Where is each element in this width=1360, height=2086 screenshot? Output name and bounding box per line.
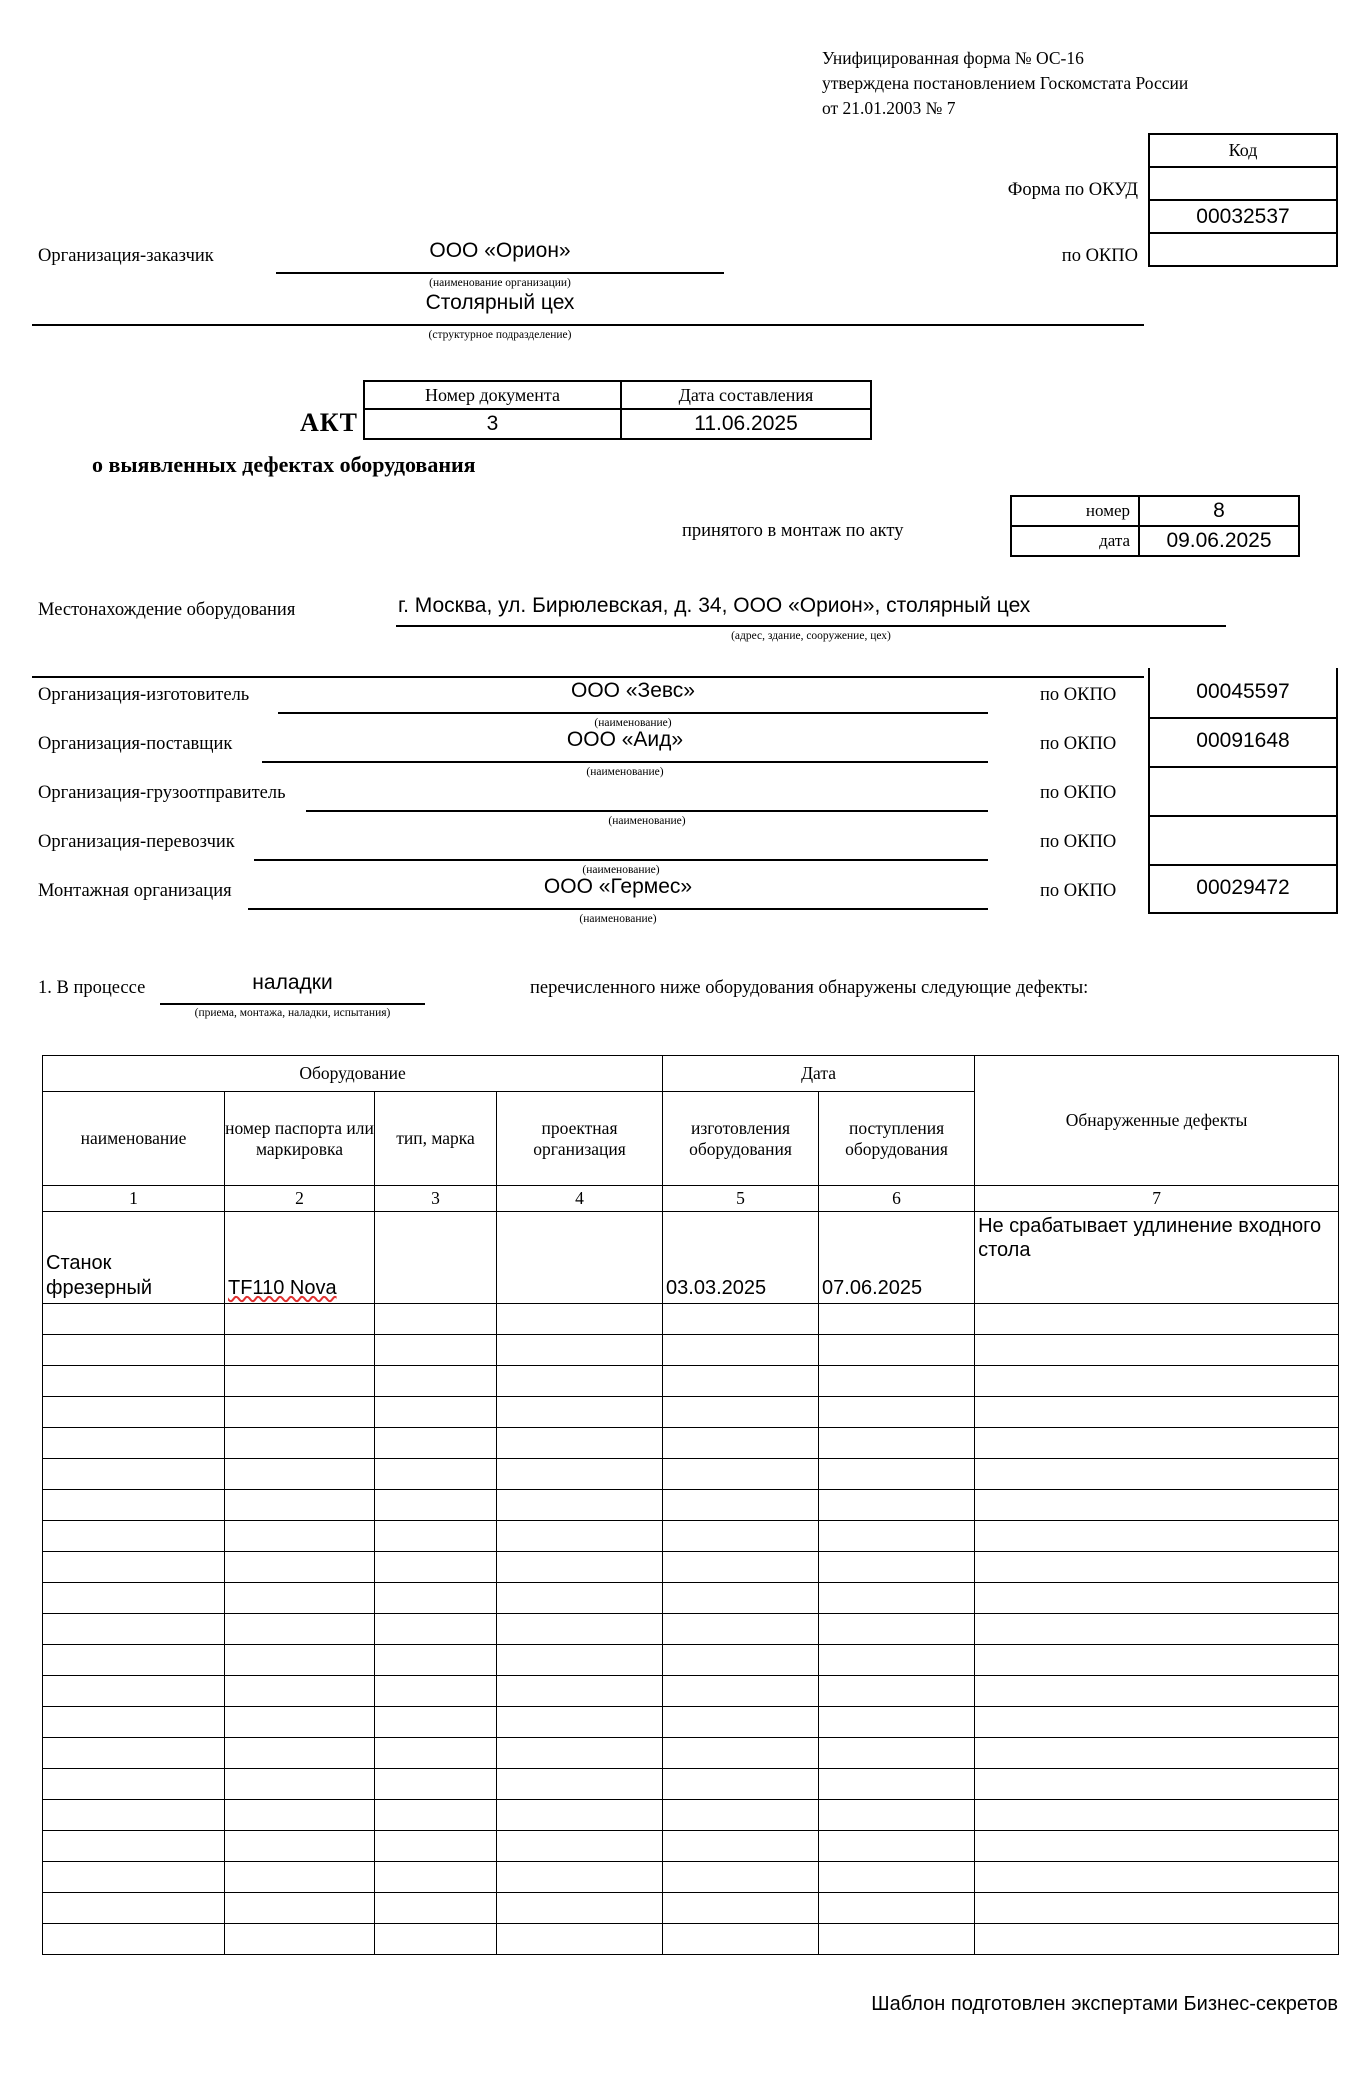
cell-empty[interactable] [819,1459,975,1490]
equipment-location-rule [396,625,1226,627]
accepted-date-label: дата [1011,526,1139,556]
party-caption-1: (наименование) [586,766,664,778]
cell-empty[interactable] [975,1769,1339,1800]
cell-empty[interactable] [375,1521,497,1552]
cell-empty[interactable] [663,1583,819,1614]
table-row-empty[interactable] [43,1800,1339,1831]
cell-empty[interactable] [497,1521,663,1552]
table-row-empty[interactable] [43,1614,1339,1645]
okud-label: Форма по ОКУД [1007,180,1138,200]
party-label-1: Организация-поставщик [38,734,233,754]
cell-empty[interactable] [663,1831,819,1862]
cell-empty[interactable] [43,1707,225,1738]
cell-empty[interactable] [225,1459,375,1490]
table-row-empty[interactable] [43,1521,1339,1552]
cell-empty[interactable] [225,1645,375,1676]
party-okpo-label-4: по ОКПО [1040,881,1117,901]
cell-empty[interactable] [497,1552,663,1583]
cell-empty[interactable] [225,1366,375,1397]
table-row-empty[interactable] [43,1459,1339,1490]
customer-org-rule [276,272,724,274]
okpo-divider-2 [1148,815,1338,817]
party-rule-3 [254,859,988,861]
cell-empty[interactable] [819,1645,975,1676]
accepted-act-table [1010,495,1300,557]
accepted-date-row [1011,526,1299,556]
subdivision-caption: (структурное подразделение) [428,329,572,341]
cell-empty[interactable] [663,1490,819,1521]
defects-table-body [43,1212,1339,1955]
table-row-empty[interactable] [43,1335,1339,1366]
cell-empty[interactable] [975,1335,1339,1366]
column-number-2: 2 [225,1186,375,1212]
column-header-arrival-date: поступления оборудования [819,1092,975,1186]
party-rule-0 [278,712,988,714]
cell-empty[interactable] [43,1521,225,1552]
cell-empty[interactable] [663,1862,819,1893]
form-header-note [822,46,1292,121]
cell-empty[interactable] [819,1304,975,1335]
cell-empty[interactable] [497,1366,663,1397]
equipment-location-caption: (адрес, здание, сооружение, цех) [731,630,891,642]
table-row-empty[interactable] [43,1831,1339,1862]
act-doc-date-header: Дата составления [621,381,871,409]
cell-empty[interactable] [375,1893,497,1924]
cell-empty[interactable] [663,1676,819,1707]
form-header-line-3: от 21.01.2003 № 7 [822,97,956,118]
cell-empty[interactable] [497,1614,663,1645]
column-number-7: 7 [975,1186,1339,1212]
cell-empty[interactable] [375,1490,497,1521]
cell-empty[interactable] [663,1366,819,1397]
customer-org-caption: (наименование организации) [429,277,571,289]
cell-empty[interactable] [375,1676,497,1707]
cell-empty[interactable] [975,1676,1339,1707]
cell-empty[interactable] [375,1924,497,1955]
accepted-date-value: 09.06.2025 [1139,526,1299,556]
group-header-date: Дата [663,1056,975,1092]
party-value-0: ООО «Зевс» [571,679,695,702]
cell-empty[interactable] [375,1645,497,1676]
party-value-4: ООО «Гермес» [543,875,693,898]
cell-empty[interactable] [819,1862,975,1893]
cell-empty[interactable] [497,1862,663,1893]
cell-empty[interactable] [497,1583,663,1614]
accepted-act-label: принятого в монтаж по акту [682,521,904,541]
subdivision-value: Столярный цех [425,291,575,314]
code-box [1148,133,1338,267]
okpo-divider-1 [1148,766,1338,768]
table-row-empty[interactable] [43,1490,1339,1521]
cell-type-brand[interactable] [375,1212,497,1304]
cell-empty[interactable] [819,1397,975,1428]
column-number-3: 3 [375,1186,497,1212]
cell-empty[interactable] [375,1583,497,1614]
act-subtitle: о выявленных дефектах оборудования [92,452,476,477]
cell-empty[interactable] [375,1366,497,1397]
cell-empty[interactable] [225,1862,375,1893]
cell-empty[interactable] [663,1428,819,1459]
okud-code-value [1150,168,1336,201]
party-label-3: Организация-перевозчик [38,832,235,852]
cell-empty[interactable] [819,1738,975,1769]
party-okpo-value-4: 00029472 [1196,876,1290,899]
cell-empty[interactable] [663,1893,819,1924]
code-box-extra-value [1150,234,1336,267]
cell-empty[interactable] [497,1397,663,1428]
party-okpo-label-0: по ОКПО [1040,685,1117,705]
column-number-6: 6 [819,1186,975,1212]
misspelled-text: TF110 Nova [228,1276,337,1299]
okpo-divider-3 [1148,864,1338,866]
cell-empty[interactable] [975,1800,1339,1831]
column-number-5: 5 [663,1186,819,1212]
accepted-number-label: номер [1011,496,1139,526]
cell-empty[interactable] [663,1738,819,1769]
defects-table-group-header-row [43,1056,1339,1092]
cell-empty[interactable] [225,1552,375,1583]
cell-empty[interactable] [375,1738,497,1769]
act-table-header-row [364,381,871,409]
cell-empty[interactable] [43,1893,225,1924]
act-doc-date-value: 11.06.2025 [621,409,871,439]
cell-empty[interactable] [375,1769,497,1800]
cell-empty[interactable] [819,1924,975,1955]
table-row-empty[interactable] [43,1707,1339,1738]
cell-empty[interactable] [43,1614,225,1645]
okpo-code-value: 00032537 [1150,201,1336,234]
party-caption-2: (наименование) [608,815,686,827]
cell-empty[interactable] [225,1521,375,1552]
column-header-name: наименование [43,1092,225,1186]
process-value: наладки [252,971,333,994]
cell-empty[interactable] [43,1397,225,1428]
table-row-empty[interactable] [43,1738,1339,1769]
table-row-empty[interactable] [43,1552,1339,1583]
cell-empty[interactable] [375,1862,497,1893]
cell-empty[interactable] [819,1800,975,1831]
party-rule-1 [262,761,988,763]
footer-note: Шаблон подготовлен экспертами Бизнес-секретов [871,1993,1338,2015]
cell-empty[interactable] [43,1428,225,1459]
cell-empty[interactable] [663,1707,819,1738]
cell-empty[interactable] [497,1304,663,1335]
cell-empty[interactable] [497,1769,663,1800]
party-label-0: Организация-изготовитель [38,685,250,705]
table-row-empty[interactable] [43,1676,1339,1707]
defects-table-number-row [43,1186,1339,1212]
cell-empty[interactable] [225,1490,375,1521]
cell-empty[interactable] [975,1428,1339,1459]
cell-empty[interactable] [975,1893,1339,1924]
column-header-design-org: проектная организация [497,1092,663,1186]
cell-empty[interactable] [43,1862,225,1893]
process-prefix: 1. В процессе [38,978,146,998]
cell-empty[interactable] [497,1490,663,1521]
defects-table [42,1055,1339,1955]
table-row-empty[interactable] [43,1862,1339,1893]
cell-empty[interactable] [497,1428,663,1459]
cell-empty[interactable] [819,1769,975,1800]
cell-empty[interactable] [43,1490,225,1521]
party-caption-4: (наименование) [579,913,657,925]
party-okpo-value-1: 00091648 [1196,729,1290,752]
cell-empty[interactable] [225,1335,375,1366]
cell-empty[interactable] [663,1397,819,1428]
cell-empty[interactable] [975,1924,1339,1955]
cell-empty[interactable] [497,1335,663,1366]
cell-empty[interactable] [975,1738,1339,1769]
act-number-date-table [363,380,872,440]
column-header-type: тип, марка [375,1092,497,1186]
cell-empty[interactable] [663,1645,819,1676]
cell-empty[interactable] [225,1614,375,1645]
cell-empty[interactable] [975,1583,1339,1614]
act-doc-number-value: 3 [364,409,621,439]
cell-empty[interactable] [375,1552,497,1583]
cell-empty[interactable] [975,1490,1339,1521]
customer-org-value: ООО «Орион» [429,239,571,262]
cell-empty[interactable] [975,1366,1339,1397]
cell-empty[interactable] [375,1397,497,1428]
equipment-location-label: Местонахождение оборудования [38,600,296,620]
cell-empty[interactable] [819,1490,975,1521]
cell-empty[interactable] [375,1831,497,1862]
cell-empty[interactable] [819,1552,975,1583]
cell-empty[interactable] [497,1831,663,1862]
cell-design-organization[interactable] [497,1212,663,1304]
cell-empty[interactable] [975,1614,1339,1645]
party-label-2: Организация-грузоотправитель [38,783,286,803]
form-header-line-2: утверждена постановлением Госкомстата России [822,72,1189,93]
cell-arrival-date[interactable]: 07.06.2025 [819,1212,975,1304]
cell-empty[interactable] [663,1769,819,1800]
cell-empty[interactable] [375,1459,497,1490]
cell-empty[interactable] [43,1738,225,1769]
table-row-empty[interactable] [43,1366,1339,1397]
cell-empty[interactable] [225,1304,375,1335]
cell-empty[interactable] [43,1552,225,1583]
cell-empty[interactable] [497,1924,663,1955]
cell-empty[interactable] [663,1459,819,1490]
cell-empty[interactable] [43,1924,225,1955]
cell-empty[interactable] [43,1335,225,1366]
cell-empty[interactable] [375,1707,497,1738]
cell-empty[interactable] [43,1366,225,1397]
process-rule [160,1003,425,1005]
party-okpo-label-2: по ОКПО [1040,783,1117,803]
party-rule-4 [248,908,988,910]
cell-empty[interactable] [43,1800,225,1831]
cell-empty[interactable] [497,1459,663,1490]
parties-okpo-code-column [1148,668,1338,914]
party-rule-2 [306,810,988,812]
act-doc-number-header: Номер документа [364,381,621,409]
cell-detected-defects[interactable]: Не срабатывает удлинение входного стола [975,1212,1339,1304]
table-row-empty[interactable] [43,1583,1339,1614]
cell-empty[interactable] [43,1676,225,1707]
cell-empty[interactable] [43,1769,225,1800]
cell-empty[interactable] [375,1800,497,1831]
cell-empty[interactable] [975,1459,1339,1490]
cell-empty[interactable] [375,1428,497,1459]
cell-empty[interactable] [497,1800,663,1831]
cell-empty[interactable] [225,1707,375,1738]
cell-empty[interactable] [975,1831,1339,1862]
party-okpo-label-3: по ОКПО [1040,832,1117,852]
cell-empty[interactable] [819,1676,975,1707]
accepted-number-row [1011,496,1299,526]
cell-empty[interactable] [663,1614,819,1645]
cell-empty[interactable] [225,1397,375,1428]
cell-empty[interactable] [225,1738,375,1769]
cell-empty[interactable] [819,1893,975,1924]
cell-empty[interactable] [819,1614,975,1645]
party-caption-0: (наименование) [594,717,672,729]
subdivision-rule [32,324,1144,326]
cell-empty[interactable] [225,1583,375,1614]
table-row-empty[interactable] [43,1924,1339,1955]
cell-empty[interactable] [225,1893,375,1924]
cell-empty[interactable] [497,1893,663,1924]
okpo-divider-0 [1148,717,1338,719]
cell-empty[interactable] [819,1366,975,1397]
cell-empty[interactable] [43,1831,225,1862]
party-okpo-label-1: по ОКПО [1040,734,1117,754]
cell-empty[interactable] [225,1831,375,1862]
equipment-location-value: г. Москва, ул. Бирюлевская, д. 34, ООО «Орион», столярный цех [398,594,1031,617]
cell-empty[interactable] [43,1645,225,1676]
cell-empty[interactable] [975,1552,1339,1583]
cell-equipment-name[interactable]: Станок фрезерный [43,1212,225,1304]
party-label-4: Монтажная организация [38,881,232,901]
cell-empty[interactable] [225,1676,375,1707]
cell-empty[interactable] [975,1707,1339,1738]
table-row-empty[interactable] [43,1428,1339,1459]
code-box-title: Код [1150,135,1336,168]
table-row-empty[interactable] [43,1769,1339,1800]
cell-empty[interactable] [497,1738,663,1769]
cell-empty[interactable] [225,1428,375,1459]
cell-empty[interactable] [663,1335,819,1366]
cell-empty[interactable] [819,1335,975,1366]
form-header-line-1: Унифицированная форма № ОС-16 [822,48,1084,68]
cell-empty[interactable] [975,1862,1339,1893]
process-suffix: перечисленного ниже оборудования обнаружены следующие дефекты: [530,978,1089,998]
cell-empty[interactable] [819,1428,975,1459]
column-number-4: 4 [497,1186,663,1212]
cell-empty[interactable] [497,1676,663,1707]
customer-org-label: Организация-заказчик [38,246,214,266]
act-table-value-row [364,409,871,439]
cell-empty[interactable] [663,1924,819,1955]
cell-empty[interactable] [819,1707,975,1738]
cell-empty[interactable] [819,1583,975,1614]
cell-empty[interactable] [225,1800,375,1831]
cell-empty[interactable] [225,1924,375,1955]
parties-top-rule [32,676,1144,678]
column-header-passport: номер паспорта или маркировка [225,1092,375,1186]
cell-empty[interactable] [497,1645,663,1676]
cell-empty[interactable] [43,1583,225,1614]
cell-empty[interactable] [975,1304,1339,1335]
act-title: АКТ [300,408,358,437]
cell-empty[interactable] [975,1521,1339,1552]
table-row[interactable] [43,1212,1339,1304]
cell-empty[interactable] [663,1304,819,1335]
cell-empty[interactable] [663,1800,819,1831]
cell-empty[interactable] [663,1552,819,1583]
table-row-empty[interactable] [43,1397,1339,1428]
okpo-label-top: по ОКПО [1061,246,1138,266]
cell-passport-number[interactable] [225,1212,375,1304]
table-row-empty[interactable] [43,1645,1339,1676]
party-value-1: ООО «Аид» [566,728,684,751]
party-okpo-value-0: 00045597 [1196,680,1290,703]
table-row-empty[interactable] [43,1893,1339,1924]
cell-empty[interactable] [375,1304,497,1335]
cell-empty[interactable] [819,1831,975,1862]
cell-empty[interactable] [225,1769,375,1800]
cell-empty[interactable] [819,1521,975,1552]
cell-empty[interactable] [497,1707,663,1738]
accepted-number-value: 8 [1139,496,1299,526]
cell-empty[interactable] [43,1459,225,1490]
cell-empty[interactable] [43,1304,225,1335]
cell-empty[interactable] [375,1614,497,1645]
cell-empty[interactable] [375,1335,497,1366]
table-row-empty[interactable] [43,1304,1339,1335]
group-header-equipment: Оборудование [43,1056,663,1092]
column-header-manufacture-date: изготовления оборудования [663,1092,819,1186]
cell-empty[interactable] [975,1645,1339,1676]
group-header-defects: Обнаруженные дефекты [975,1056,1339,1186]
cell-empty[interactable] [975,1397,1339,1428]
process-caption: (приема, монтажа, наладки, испытания) [194,1007,391,1019]
party-caption-3: (наименование) [582,864,660,876]
column-number-1: 1 [43,1186,225,1212]
cell-manufacture-date[interactable]: 03.03.2025 [663,1212,819,1304]
cell-empty[interactable] [663,1521,819,1552]
